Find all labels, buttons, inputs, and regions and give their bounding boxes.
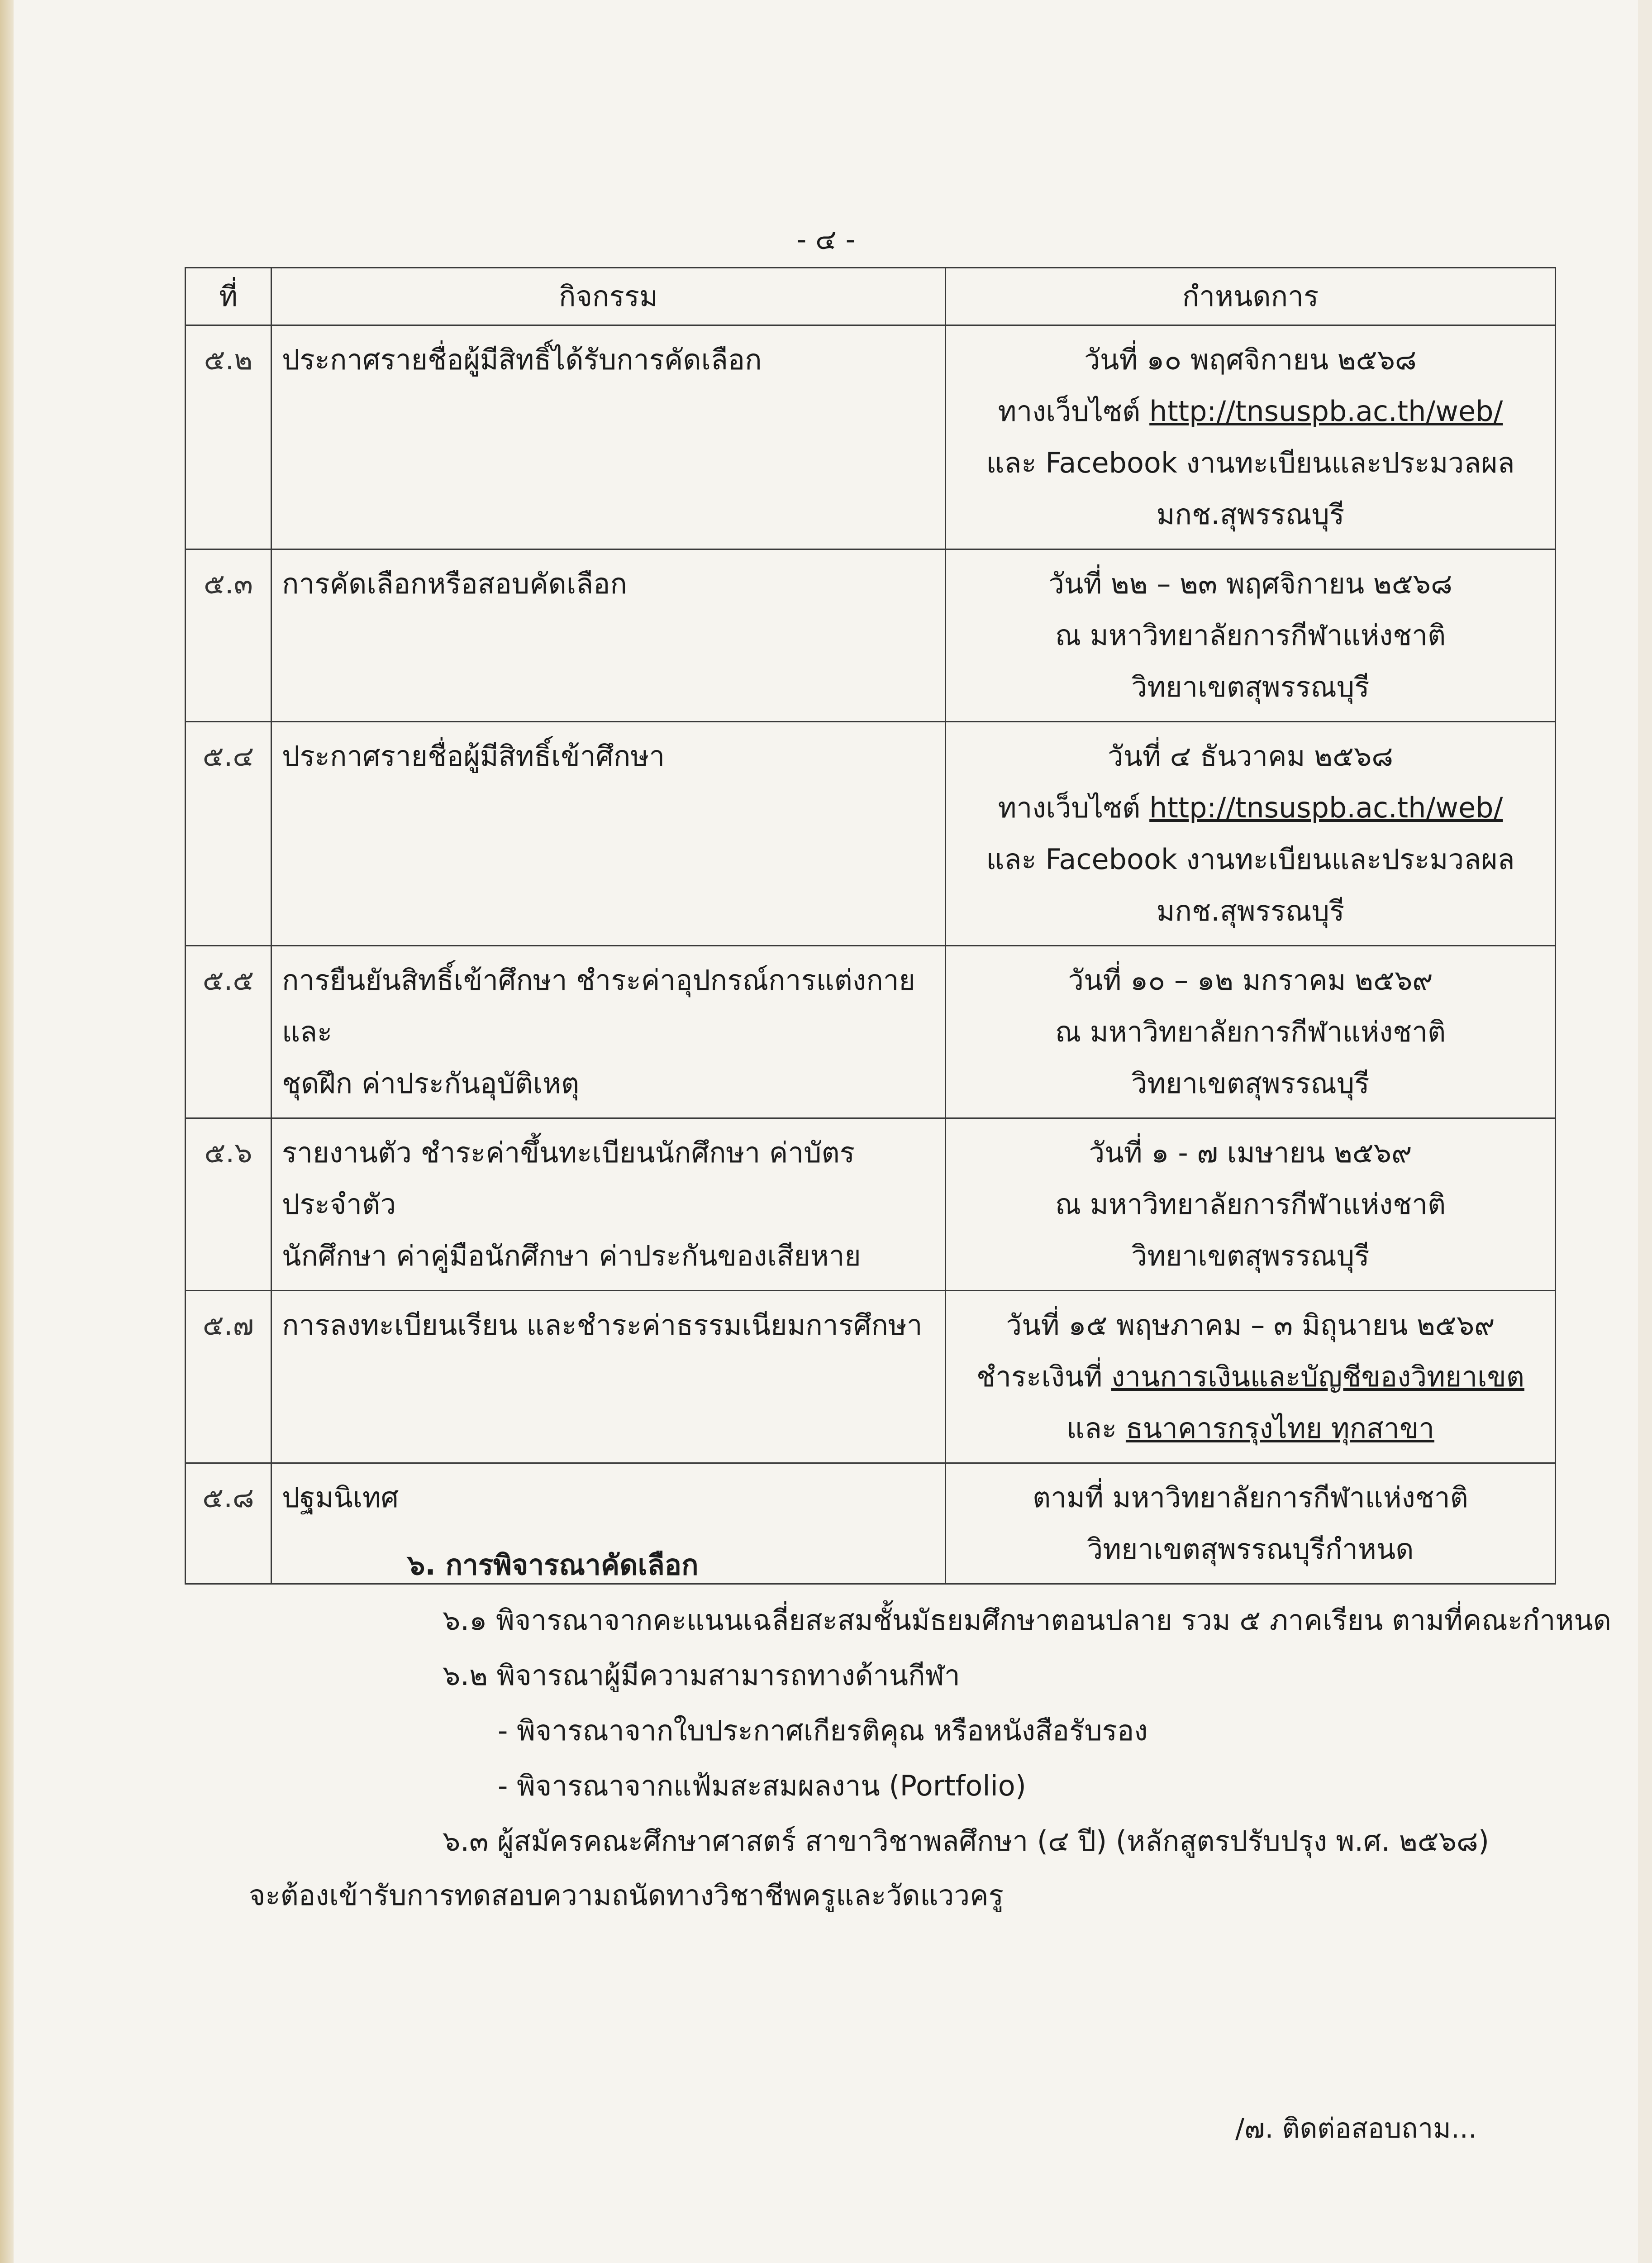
- page-number: - ๔ -: [796, 223, 856, 256]
- table-row: [186, 946, 1556, 1118]
- row-number: ๕.๕: [186, 946, 271, 1118]
- table-row: [186, 1291, 1556, 1463]
- row-activity: ประกาศรายชื่อผู้มีสิทธิ์ได้รับการคัดเลือก: [271, 325, 946, 549]
- item-6-2-b: - พิจารณาจากแฟ้มสะสมผลงาน (Portfolio): [498, 1769, 1026, 1802]
- table-row: [186, 325, 1556, 549]
- schedule-table: [185, 267, 1556, 1585]
- header-schedule: กำหนดการ: [946, 268, 1556, 325]
- row-schedule: วันที่ ๑๐ พฤศจิกายน ๒๕๖๘ ทางเว็บไซต์ http://tnsuspb.ac.th/web/ และ Facebook งานทะเบียนและประมวลผล มกช.สุพรรณบุรี: [946, 325, 1556, 549]
- row-activity: การยืนยันสิทธิ์เข้าศึกษา ชำระค่าอุปกรณ์การแต่งกายและ ชุดฝึก ค่าประกันอุบัติเหตุ: [271, 946, 946, 1118]
- row-number: ๕.๗: [186, 1291, 271, 1463]
- row-schedule: วันที่ ๑๐ – ๑๒ มกราคม ๒๕๖๙ ณ มหาวิทยาลัยการกีฬาแห่งชาติ วิทยาเขตสุพรรณบุรี: [946, 946, 1556, 1118]
- row-schedule: วันที่ ๔ ธันวาคม ๒๕๖๘ ทางเว็บไซต์ http://tnsuspb.ac.th/web/ และ Facebook งานทะเบียนและประมวลผล มกช.สุพรรณบุรี: [946, 722, 1556, 946]
- table-row: [186, 722, 1556, 946]
- row-schedule: วันที่ ๒๒ – ๒๓ พฤศจิกายน ๒๕๖๘ ณ มหาวิทยาลัยการกีฬาแห่งชาติ วิทยาเขตสุพรรณบุรี: [946, 549, 1556, 722]
- item-6-2: ๖.๒ พิจารณาผู้มีความสามารถทางด้านกีฬา: [443, 1659, 960, 1692]
- table-header-row: [186, 268, 1556, 325]
- row-schedule: วันที่ ๑๕ พฤษภาคม – ๓ มิถุนายน ๒๕๖๙ ชำระเงินที่ งานการเงินและบัญชีของวิทยาเขต และ ธนาคารกรุงไทย ทุกสาขา: [946, 1291, 1556, 1463]
- row-schedule: ตามที่ มหาวิทยาลัยการกีฬาแห่งชาติ วิทยาเขตสุพรรณบุรีกำหนด: [946, 1463, 1556, 1584]
- row-schedule: วันที่ ๑ - ๗ เมษายน ๒๕๖๙ ณ มหาวิทยาลัยการกีฬาแห่งชาติ วิทยาเขตสุพรรณบุรี: [946, 1118, 1556, 1291]
- row-activity: การลงทะเบียนเรียน และชำระค่าธรรมเนียมการศึกษา: [271, 1291, 946, 1463]
- table-row: [186, 1118, 1556, 1291]
- row-number: ๕.๓: [186, 549, 271, 722]
- finance-office-text: งานการเงินและบัญชีของวิทยาเขต: [1111, 1360, 1524, 1393]
- item-6-3-line1: ๖.๓ ผู้สมัครคณะศึกษาศาสตร์ สาขาวิชาพลศึกษา (๔ ปี) (หลักสูตรปรับปรุง พ.ศ. ๒๕๖๘): [443, 1824, 1490, 1857]
- item-6-3-line2: จะต้องเข้ารับการทดสอบความถนัดทางวิชาชีพครูและวัดแววครู: [249, 1879, 1004, 1912]
- row-number: ๕.๘: [186, 1463, 271, 1584]
- table-row: [186, 1463, 1556, 1584]
- row-activity: ประกาศรายชื่อผู้มีสิทธิ์เข้าศึกษา: [271, 722, 946, 946]
- row-number: ๕.๔: [186, 722, 271, 946]
- row-activity: ปฐมนิเทศ: [271, 1463, 946, 1584]
- item-6-2-a: - พิจารณาจากใบประกาศเกียรติคุณ หรือหนังสือรับรอง: [498, 1714, 1148, 1747]
- continuation-note: /๗. ติดต่อสอบถาม...: [1235, 2113, 1477, 2144]
- bank-text: ธนาคารกรุงไทย ทุกสาขา: [1125, 1412, 1435, 1445]
- header-activity: กิจกรรม: [271, 268, 946, 325]
- section-6-heading: ๖. การพิจารณาคัดเลือก: [407, 1548, 699, 1581]
- header-no: ที่: [186, 268, 271, 325]
- row-number: ๕.๖: [186, 1118, 271, 1291]
- row-number: ๕.๒: [186, 325, 271, 549]
- row-activity: การคัดเลือกหรือสอบคัดเลือก: [271, 549, 946, 722]
- page-edge: [0, 0, 14, 2263]
- website-link[interactable]: http://tnsuspb.ac.th/web/: [1149, 791, 1503, 824]
- table-row: [186, 549, 1556, 722]
- row-activity: รายงานตัว ชำระค่าขึ้นทะเบียนนักศึกษา ค่าบัตรประจำตัว นักศึกษา ค่าคู่มือนักศึกษา ค่าประกันของเสียหาย: [271, 1118, 946, 1291]
- item-6-1: ๖.๑ พิจารณาจากคะแนนเฉลี่ยสะสมชั้นมัธยมศึกษาตอนปลาย รวม ๕ ภาคเรียน ตามที่คณะกำหนด: [443, 1604, 1611, 1637]
- website-link[interactable]: http://tnsuspb.ac.th/web/: [1149, 395, 1503, 428]
